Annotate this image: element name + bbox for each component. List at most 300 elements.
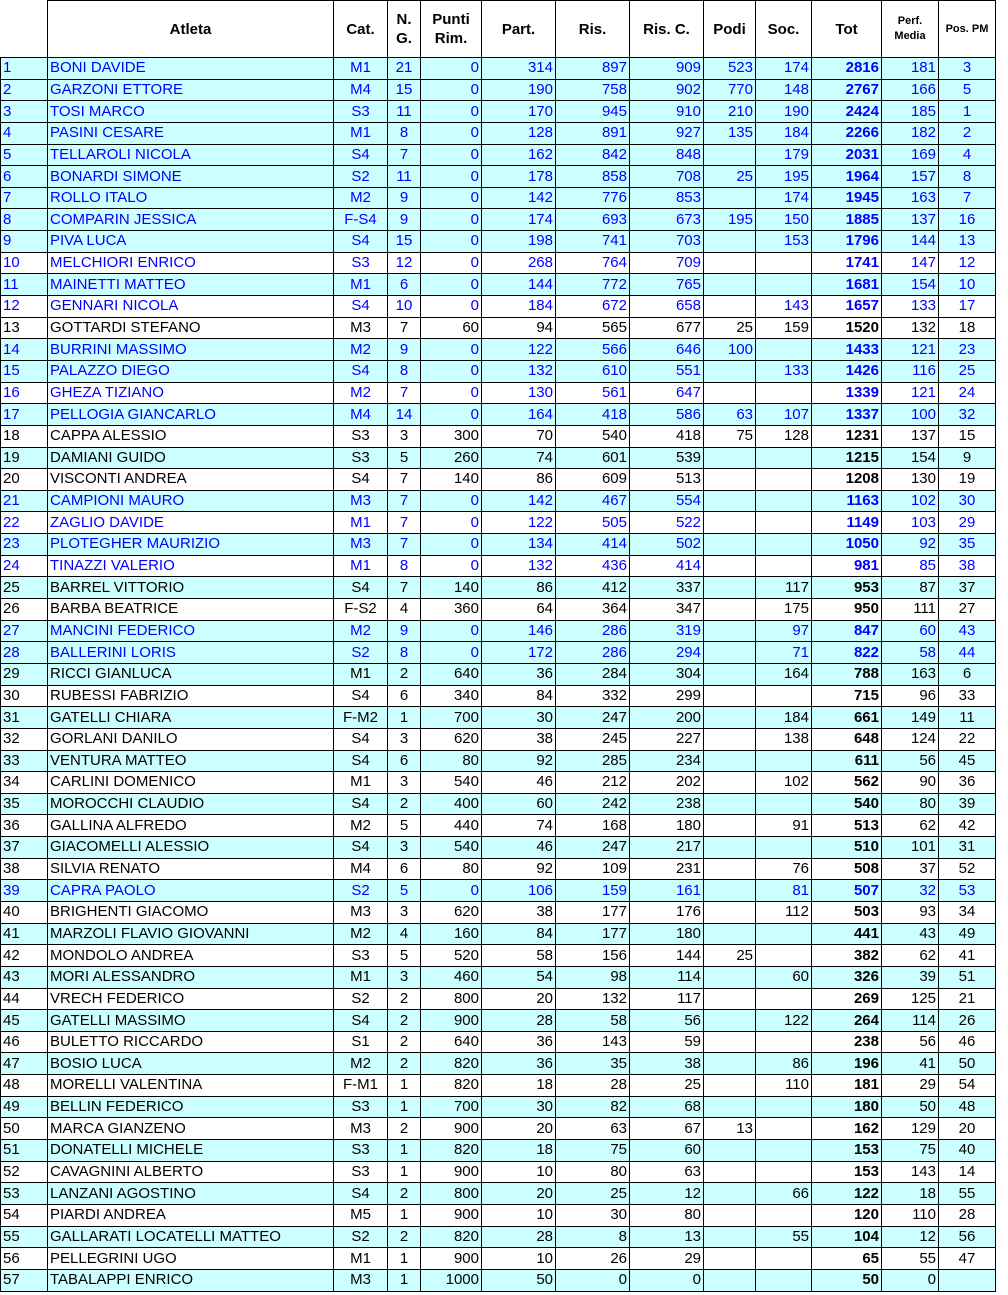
society-cell	[756, 339, 812, 361]
participation-cell: 28	[482, 1010, 556, 1032]
society-cell	[756, 945, 812, 967]
average-performance-cell: 93	[882, 901, 939, 923]
pm-position-cell: 36	[939, 772, 996, 794]
corrected-results-cell: 0	[630, 1269, 704, 1291]
society-cell	[756, 1140, 812, 1162]
participation-cell: 20	[482, 988, 556, 1010]
pm-position-cell: 20	[939, 1118, 996, 1140]
society-cell: 148	[756, 79, 812, 101]
rank-cell: 12	[1, 296, 48, 318]
podiums-cell	[704, 750, 756, 772]
remaining-points-header: Punti Rim.	[421, 1, 482, 58]
total-cell: 1208	[812, 469, 882, 491]
participation-cell: 184	[482, 296, 556, 318]
games-cell: 4	[388, 923, 421, 945]
rank-cell: 51	[1, 1140, 48, 1162]
remaining-points-cell: 0	[421, 534, 482, 556]
athlete-name: CAVAGNINI ALBERTO	[48, 1161, 334, 1183]
category-cell: M3	[334, 1118, 388, 1140]
category-cell: M3	[334, 317, 388, 339]
participation-cell: 142	[482, 187, 556, 209]
pm-position-cell: 35	[939, 534, 996, 556]
average-performance-cell: 56	[882, 1031, 939, 1053]
results-cell: 418	[556, 404, 630, 426]
pm-position-cell: 32	[939, 404, 996, 426]
games-cell: 21	[388, 58, 421, 80]
rank-cell: 42	[1, 945, 48, 967]
category-cell: S4	[334, 750, 388, 772]
remaining-points-cell: 620	[421, 901, 482, 923]
table-row	[1, 1248, 996, 1270]
corrected-results-cell: 502	[630, 534, 704, 556]
athlete-name: BARREL VITTORIO	[48, 577, 334, 599]
athlete-name: VISCONTI ANDREA	[48, 469, 334, 491]
rank-cell: 34	[1, 772, 48, 794]
corrected-results-cell: 231	[630, 858, 704, 880]
total-cell: 1231	[812, 425, 882, 447]
pm-position-cell: 38	[939, 555, 996, 577]
participation-cell: 54	[482, 966, 556, 988]
athlete-name: GALLARATI LOCATELLI MATTEO	[48, 1226, 334, 1248]
athlete-name: GORLANI DANILO	[48, 728, 334, 750]
podiums-cell	[704, 663, 756, 685]
pm-position-cell: 5	[939, 79, 996, 101]
society-cell	[756, 1096, 812, 1118]
pm-position-cell: 40	[939, 1140, 996, 1162]
society-cell	[756, 1248, 812, 1270]
remaining-points-cell: 340	[421, 685, 482, 707]
pm-position-cell: 45	[939, 750, 996, 772]
participation-cell: 38	[482, 728, 556, 750]
remaining-points-cell: 140	[421, 469, 482, 491]
total-cell: 1215	[812, 447, 882, 469]
participation-cell: 86	[482, 577, 556, 599]
society-cell: 159	[756, 317, 812, 339]
participation-cell: 46	[482, 772, 556, 794]
results-cell: 842	[556, 144, 630, 166]
table-row	[1, 966, 996, 988]
total-cell: 513	[812, 815, 882, 837]
results-cell: 286	[556, 642, 630, 664]
total-cell: 2031	[812, 144, 882, 166]
total-cell: 2424	[812, 101, 882, 123]
rank-cell: 31	[1, 707, 48, 729]
remaining-points-cell: 820	[421, 1053, 482, 1075]
games-cell: 1	[388, 1248, 421, 1270]
games-cell: 7	[388, 577, 421, 599]
society-cell: 143	[756, 296, 812, 318]
results-cell: 565	[556, 317, 630, 339]
corrected-results-cell: 25	[630, 1075, 704, 1097]
results-cell: 177	[556, 901, 630, 923]
total-cell: 1433	[812, 339, 882, 361]
corrected-results-cell: 646	[630, 339, 704, 361]
table-row	[1, 122, 996, 144]
society-cell: 150	[756, 209, 812, 231]
total-cell: 950	[812, 599, 882, 621]
corrected-results-cell: 114	[630, 966, 704, 988]
remaining-points-cell: 900	[421, 1118, 482, 1140]
participation-cell: 10	[482, 1204, 556, 1226]
results-cell: 945	[556, 101, 630, 123]
category-cell: F-S2	[334, 599, 388, 621]
rank-cell: 16	[1, 382, 48, 404]
games-cell: 1	[388, 707, 421, 729]
athlete-name: MANCINI FEDERICO	[48, 620, 334, 642]
athlete-name: SILVIA RENATO	[48, 858, 334, 880]
category-cell: M1	[334, 58, 388, 80]
results-cell: 776	[556, 187, 630, 209]
rank-cell: 49	[1, 1096, 48, 1118]
corrected-results-cell: 238	[630, 793, 704, 815]
average-performance-cell: 58	[882, 642, 939, 664]
pm-position-header: Pos. PM	[939, 1, 996, 58]
average-performance-cell: 29	[882, 1075, 939, 1097]
pm-position-cell: 6	[939, 663, 996, 685]
pm-position-cell: 1	[939, 101, 996, 123]
games-cell: 8	[388, 642, 421, 664]
rank-cell: 40	[1, 901, 48, 923]
games-cell: 1	[388, 1075, 421, 1097]
category-cell: M2	[334, 923, 388, 945]
society-cell	[756, 685, 812, 707]
pm-position-cell: 50	[939, 1053, 996, 1075]
total-cell: 507	[812, 880, 882, 902]
athlete-header: Atleta	[48, 1, 334, 58]
pm-position-cell: 24	[939, 382, 996, 404]
total-cell: 953	[812, 577, 882, 599]
podiums-cell	[704, 815, 756, 837]
games-cell: 14	[388, 404, 421, 426]
results-cell: 285	[556, 750, 630, 772]
participation-cell: 134	[482, 534, 556, 556]
table-row	[1, 1226, 996, 1248]
category-cell: S4	[334, 728, 388, 750]
pm-position-cell: 27	[939, 599, 996, 621]
remaining-points-cell: 820	[421, 1075, 482, 1097]
participation-cell: 10	[482, 1161, 556, 1183]
pm-position-cell: 22	[939, 728, 996, 750]
participation-cell: 36	[482, 663, 556, 685]
total-cell: 180	[812, 1096, 882, 1118]
society-cell	[756, 1269, 812, 1291]
average-performance-cell: 116	[882, 360, 939, 382]
table-row	[1, 382, 996, 404]
podiums-cell	[704, 620, 756, 642]
games-cell: 7	[388, 469, 421, 491]
participation-cell: 130	[482, 382, 556, 404]
corrected-results-cell: 586	[630, 404, 704, 426]
remaining-points-cell: 400	[421, 793, 482, 815]
results-cell: 467	[556, 490, 630, 512]
participation-cell: 20	[482, 1183, 556, 1205]
average-performance-cell: 181	[882, 58, 939, 80]
podiums-cell	[704, 469, 756, 491]
society-cell: 60	[756, 966, 812, 988]
society-cell: 97	[756, 620, 812, 642]
athlete-name: LANZANI AGOSTINO	[48, 1183, 334, 1205]
average-performance-cell: 39	[882, 966, 939, 988]
category-cell: S4	[334, 1010, 388, 1032]
participation-cell: 28	[482, 1226, 556, 1248]
society-cell	[756, 274, 812, 296]
podiums-cell	[704, 1031, 756, 1053]
pm-position-cell: 37	[939, 577, 996, 599]
corrected-results-cell: 337	[630, 577, 704, 599]
society-cell	[756, 447, 812, 469]
participation-cell: 142	[482, 490, 556, 512]
athlete-name: COMPARIN JESSICA	[48, 209, 334, 231]
participation-cell: 174	[482, 209, 556, 231]
average-performance-cell: 87	[882, 577, 939, 599]
remaining-points-cell: 80	[421, 858, 482, 880]
average-performance-cell: 137	[882, 209, 939, 231]
total-cell: 104	[812, 1226, 882, 1248]
corrected-results-cell: 304	[630, 663, 704, 685]
athlete-name: BALLERINI LORIS	[48, 642, 334, 664]
category-cell: S4	[334, 360, 388, 382]
category-cell: M2	[334, 620, 388, 642]
society-cell: 133	[756, 360, 812, 382]
table-row	[1, 1053, 996, 1075]
corrected-results-cell: 418	[630, 425, 704, 447]
category-cell: S4	[334, 1183, 388, 1205]
participation-cell: 36	[482, 1053, 556, 1075]
games-cell: 3	[388, 728, 421, 750]
remaining-points-cell: 60	[421, 317, 482, 339]
podiums-cell	[704, 707, 756, 729]
rank-cell: 29	[1, 663, 48, 685]
total-cell: 122	[812, 1183, 882, 1205]
participation-cell: 122	[482, 512, 556, 534]
average-performance-cell: 0	[882, 1269, 939, 1291]
category-cell: M1	[334, 274, 388, 296]
table-row	[1, 1140, 996, 1162]
remaining-points-cell: 0	[421, 187, 482, 209]
rank-cell: 8	[1, 209, 48, 231]
table-row	[1, 750, 996, 772]
rank-cell: 37	[1, 837, 48, 859]
society-cell	[756, 793, 812, 815]
results-cell: 609	[556, 469, 630, 491]
table-row	[1, 101, 996, 123]
rank-cell: 53	[1, 1183, 48, 1205]
podiums-cell	[704, 360, 756, 382]
athlete-name: BULETTO RICCARDO	[48, 1031, 334, 1053]
average-performance-cell: 154	[882, 447, 939, 469]
average-performance-cell: 55	[882, 1248, 939, 1270]
rank-cell: 48	[1, 1075, 48, 1097]
total-cell: 162	[812, 1118, 882, 1140]
remaining-points-cell: 0	[421, 58, 482, 80]
results-cell: 98	[556, 966, 630, 988]
games-cell: 2	[388, 1183, 421, 1205]
pm-position-cell: 51	[939, 966, 996, 988]
corrected-results-cell: 12	[630, 1183, 704, 1205]
society-cell: 175	[756, 599, 812, 621]
results-cell: 610	[556, 360, 630, 382]
table-row	[1, 490, 996, 512]
total-cell: 788	[812, 663, 882, 685]
category-cell: S4	[334, 577, 388, 599]
games-cell: 2	[388, 1118, 421, 1140]
table-row	[1, 144, 996, 166]
corrected-results-cell: 60	[630, 1140, 704, 1162]
pm-position-cell: 42	[939, 815, 996, 837]
corrected-results-cell: 554	[630, 490, 704, 512]
total-cell: 269	[812, 988, 882, 1010]
pm-position-cell: 14	[939, 1161, 996, 1183]
society-cell	[756, 534, 812, 556]
average-performance-cell: 18	[882, 1183, 939, 1205]
remaining-points-cell: 640	[421, 1031, 482, 1053]
participation-cell: 74	[482, 815, 556, 837]
remaining-points-cell: 0	[421, 555, 482, 577]
corrected-results-cell: 910	[630, 101, 704, 123]
participation-cell: 146	[482, 620, 556, 642]
rank-cell: 14	[1, 339, 48, 361]
corrected-results-cell: 176	[630, 901, 704, 923]
category-cell: S3	[334, 1140, 388, 1162]
corrected-results-cell: 234	[630, 750, 704, 772]
results-cell: 63	[556, 1118, 630, 1140]
rank-cell: 22	[1, 512, 48, 534]
corrected-results-cell: 927	[630, 122, 704, 144]
total-cell: 540	[812, 793, 882, 815]
podiums-cell: 195	[704, 209, 756, 231]
athlete-name: PIARDI ANDREA	[48, 1204, 334, 1226]
corrected-results-cell: 68	[630, 1096, 704, 1118]
category-cell: S3	[334, 945, 388, 967]
games-cell: 1	[388, 1161, 421, 1183]
remaining-points-cell: 900	[421, 1010, 482, 1032]
athlete-name: RUBESSI FABRIZIO	[48, 685, 334, 707]
corrected-results-cell: 909	[630, 58, 704, 80]
athlete-name: CARLINI DOMENICO	[48, 772, 334, 794]
category-cell: S3	[334, 252, 388, 274]
games-cell: 7	[388, 534, 421, 556]
remaining-points-cell: 700	[421, 707, 482, 729]
society-cell: 112	[756, 901, 812, 923]
average-performance-cell: 166	[882, 79, 939, 101]
table-row	[1, 58, 996, 80]
podiums-cell: 135	[704, 122, 756, 144]
participation-cell: 38	[482, 901, 556, 923]
participation-cell: 314	[482, 58, 556, 80]
games-cell: 3	[388, 425, 421, 447]
games-cell: 6	[388, 685, 421, 707]
athlete-name: TELLAROLI NICOLA	[48, 144, 334, 166]
athlete-name: PELLOGIA GIANCARLO	[48, 404, 334, 426]
athlete-name: TINAZZI VALERIO	[48, 555, 334, 577]
total-cell: 981	[812, 555, 882, 577]
participation-cell: 92	[482, 750, 556, 772]
podiums-cell	[704, 296, 756, 318]
society-cell: 81	[756, 880, 812, 902]
podiums-cell	[704, 728, 756, 750]
rank-cell: 23	[1, 534, 48, 556]
average-performance-cell: 50	[882, 1096, 939, 1118]
category-cell: S2	[334, 988, 388, 1010]
average-performance-cell: 41	[882, 1053, 939, 1075]
games-cell: 5	[388, 815, 421, 837]
total-cell: 562	[812, 772, 882, 794]
pm-position-cell: 43	[939, 620, 996, 642]
podiums-cell	[704, 988, 756, 1010]
results-cell: 247	[556, 707, 630, 729]
athlete-name: MORELLI VALENTINA	[48, 1075, 334, 1097]
results-cell: 332	[556, 685, 630, 707]
participation-cell: 84	[482, 685, 556, 707]
average-performance-header: Perf. Media	[882, 1, 939, 58]
remaining-points-cell: 820	[421, 1140, 482, 1162]
category-cell: S2	[334, 642, 388, 664]
remaining-points-cell: 0	[421, 144, 482, 166]
remaining-points-cell: 0	[421, 79, 482, 101]
athlete-name: PALAZZO DIEGO	[48, 360, 334, 382]
podiums-cell	[704, 1010, 756, 1032]
total-cell: 1681	[812, 274, 882, 296]
corrected-results-cell: 299	[630, 685, 704, 707]
category-cell: S4	[334, 837, 388, 859]
average-performance-cell: 163	[882, 187, 939, 209]
remaining-points-cell: 0	[421, 490, 482, 512]
category-cell: S3	[334, 1096, 388, 1118]
games-cell: 5	[388, 945, 421, 967]
category-cell: M2	[334, 187, 388, 209]
table-row	[1, 837, 996, 859]
results-cell: 284	[556, 663, 630, 685]
podiums-cell: 25	[704, 166, 756, 188]
category-cell: S3	[334, 447, 388, 469]
athlete-name: PASINI CESARE	[48, 122, 334, 144]
results-cell: 672	[556, 296, 630, 318]
podiums-cell	[704, 1161, 756, 1183]
table-row	[1, 1031, 996, 1053]
podiums-cell: 25	[704, 945, 756, 967]
category-cell: M1	[334, 1248, 388, 1270]
remaining-points-cell: 800	[421, 1183, 482, 1205]
total-cell: 822	[812, 642, 882, 664]
podiums-cell	[704, 880, 756, 902]
average-performance-cell: 147	[882, 252, 939, 274]
podiums-cell	[704, 966, 756, 988]
podiums-cell	[704, 923, 756, 945]
podiums-cell: 13	[704, 1118, 756, 1140]
corrected-results-cell: 703	[630, 231, 704, 253]
athlete-name: ZAGLIO DAVIDE	[48, 512, 334, 534]
results-cell: 764	[556, 252, 630, 274]
total-cell: 326	[812, 966, 882, 988]
average-performance-cell: 149	[882, 707, 939, 729]
athlete-name: MOROCCHI CLAUDIO	[48, 793, 334, 815]
remaining-points-cell: 0	[421, 296, 482, 318]
corrected-results-cell: 347	[630, 599, 704, 621]
pm-position-cell: 41	[939, 945, 996, 967]
participation-cell: 122	[482, 339, 556, 361]
category-cell: M2	[334, 382, 388, 404]
participation-cell: 132	[482, 360, 556, 382]
podiums-cell	[704, 1183, 756, 1205]
table-row	[1, 1269, 996, 1291]
corrected-results-cell: 217	[630, 837, 704, 859]
pm-position-cell: 52	[939, 858, 996, 880]
rank-cell: 35	[1, 793, 48, 815]
corrected-results-cell: 658	[630, 296, 704, 318]
games-cell: 4	[388, 599, 421, 621]
total-cell: 2266	[812, 122, 882, 144]
total-cell: 648	[812, 728, 882, 750]
